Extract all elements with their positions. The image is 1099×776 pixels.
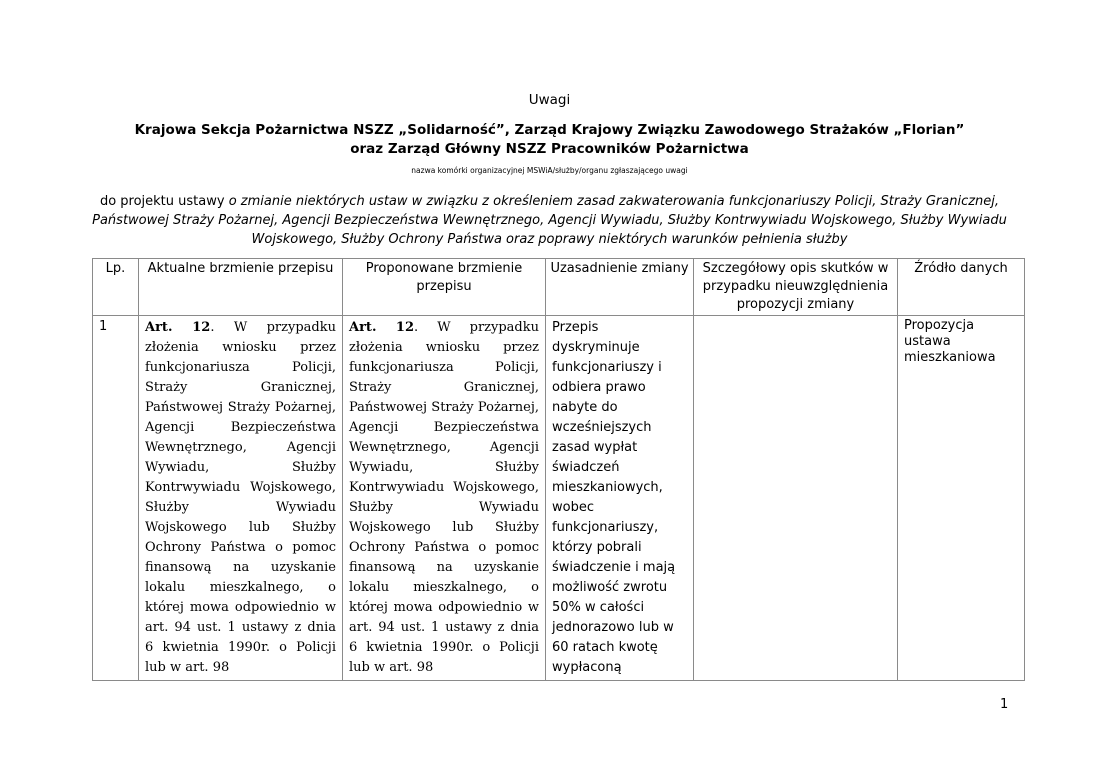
cell-proposed-text [343,316,546,681]
cell-lp: 1 [93,316,139,681]
header-proposed-text: Proponowane brzmienie przepisu [343,259,546,316]
organization-line-1: Krajowa Sekcja Pożarnictwa NSZZ „Solidarność”, Zarząd Krajowy Związku Zawodowego Strażaków „Florian” [134,122,965,138]
organization-line-2: oraz Zarząd Główny NSZZ Pracowników Pożarnictwa [350,141,749,157]
header-effects: Szczegółowy opis skutków w przypadku nieuwzględnienia propozycji zmiany [694,259,898,316]
subject-prefix: do projektu ustawy [99,194,225,209]
current-article-number: Art. 12 [145,320,211,335]
cell-current-text [139,316,343,681]
remarks-table [92,258,1025,681]
proposed-article-number: Art. 12 [349,320,415,335]
page-number: 1 [1000,697,1009,712]
header-justification: Uzasadnienie zmiany [546,259,694,316]
header-current-text: Aktualne brzmienie przepisu [139,259,343,316]
organization-caption: nazwa komórki organizacyjnej MSWiA/służby/organu zgłaszającego uwagi [411,166,688,175]
cell-source: Propozycja ustawa mieszkaniowa [898,316,1025,681]
table-header-row [93,259,1025,316]
organization-names [60,121,1039,159]
table-row [93,316,1025,681]
header-lp: Lp. [93,259,139,316]
proposed-article-text: . W przypadku złożenia wniosku przez funkcjonariusza Policji, Straży Granicznej, Państwowej Straży Pożarnej, Agencji Bezpieczeństwa Wewnętrznego, Agencji Wywiadu, Służby Kontrwywiadu Wojskowego, Służby Wywiadu Wojskowego lub Służby Ochrony Państwa o pomoc finansową na uzyskanie lokalu mieszkalnego, o której mowa odpowiednio w art. 94 ust. 1 ustawy z dnia 6 kwietnia 1990r. o Policji lub w art. 98 [349,320,539,675]
cell-justification: Przepis dyskryminuje funkcjonariuszy i odbiera prawo nabyte do wcześniejszych zasad wypłat świadczeń mieszkaniowych, wobec funkcjonariuszy, którzy pobrali świadczenie i mają możliwość zwrotu 50% w całości jednorazowo lub w 60 ratach kwotę wypłaconą [546,316,694,681]
header-source: Źródło danych [898,259,1025,316]
subject-line [90,192,1009,249]
document-title: Uwagi [528,92,571,108]
cell-effects [694,316,898,681]
subject-title: o zmianie niektórych ustaw w związku z określeniem zasad zakwaterowania funkcjonariuszy Policji, Straży Granicznej, Państwowej Straży Pożarnej, Agencji Bezpieczeństwa Wewnętrznego, Agencji Wywiadu, Służby Kontrwywiadu Wojskowego, Służby Wywiadu Wojskowego, Służby Ochrony Państwa oraz poprawy niektórych warunków pełnienia służby [92,194,1007,247]
current-article-text: . W przypadku złożenia wniosku przez funkcjonariusza Policji, Straży Granicznej, Państwowej Straży Pożarnej, Agencji Bezpieczeństwa Wewnętrznego, Agencji Wywiadu, Służby Kontrwywiadu Wojskowego, Służby Wywiadu Wojskowego lub Służby Ochrony Państwa o pomoc finansową na uzyskanie lokalu mieszkalnego, o której mowa odpowiednio w art. 94 ust. 1 ustawy z dnia 6 kwietnia 1990r. o Policji lub w art. 98 [145,320,336,675]
